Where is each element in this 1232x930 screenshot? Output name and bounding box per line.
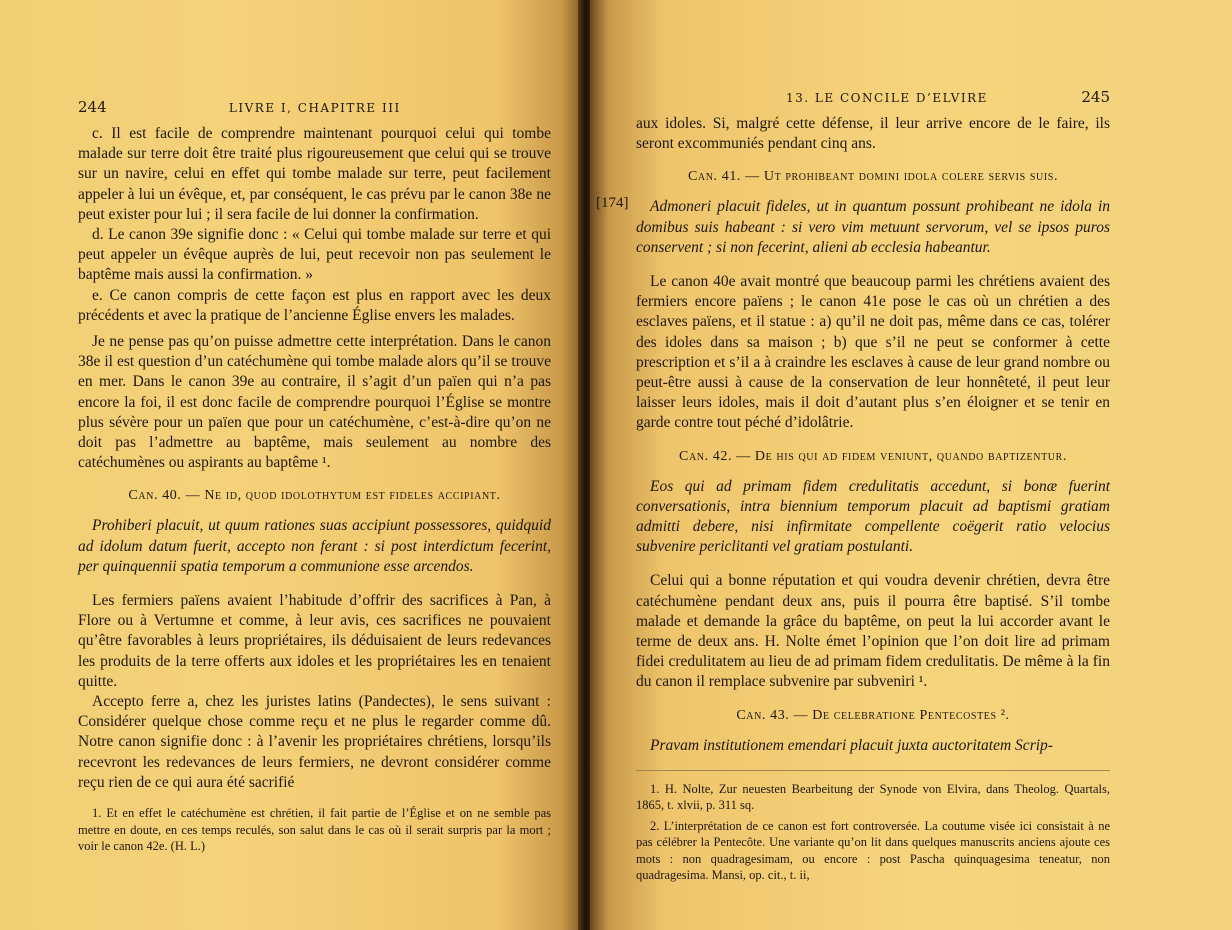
left-footnotes bbox=[78, 805, 551, 855]
left-paragraph: d. Le canon 39e signifie donc : « Celui qui tombe malade sur terre et qui peut appeler un évêque auprès de lui, peut recevoir non pas seulement le baptême mais aussi la confirmation. » bbox=[78, 226, 551, 284]
canon-42-latin: Eos qui ad primam fidem credulitatis accedunt, si bonæ fuerint conversationis, intra biennium temporum placuit ad baptismi gratiam admitti debere, nisi infirmitate compellente coëgerit ratio velocius subvenire periclitanti vel gratiam postulanti. bbox=[636, 477, 1110, 556]
left-paragraph: Je ne pense pas qu’on puisse admettre cette interprétation. Dans le canon 38e il est question d’un catéchumène qui tombe malade alors qu’il se trouve en mer. Dans le canon 39e au contraire, il s’agit d’un païen qui n’a pas encore la foi, il est donc facile de comprendre pourquoi l’Église se montre plus sévère pour un païen que pour un catéchumène, c’est-à-dire qu’on ne doit pas l’admettre au baptême, mais seulement au nombre des catéchumènes ou aspirants au baptême ¹. bbox=[78, 333, 551, 472]
footnote: 2. L’interprétation de ce canon est fort controversée. La coutume visée ici consistait à ne pas célébrer la Pentecôte. Une variante qu’on lit dans quelques manuscrits anciens ajoute ces mots : non quadragesimam, ou encore : post Pascha quinquagesima teneatur, non quadragesima. Mansi, op. cit., t. ii, bbox=[636, 818, 1110, 883]
canon-41-heading bbox=[636, 169, 1110, 185]
right-paragraph: Le canon 40e avait montré que beaucoup parmi les chrétiens avaient des fermiers encore païens ; le canon 41e pose le cas où un chrétien a des esclaves païens, et il statue : a) qu’il ne doit pas, même dans ce cas, tolérer des idoles dans sa maison ; b) que s’il ne peut se conformer à cette prescription et s’il a à craindre les esclaves à cause de leur grand nombre ou peut-être aussi à cause de la conservation de leur honnêteté, il peut leur laisser leurs idoles, mais il doit d’autant plus s’en éloigner et se tenir en garde contre tout péché d’idolâtrie. bbox=[636, 273, 1110, 432]
left-paragraph: Les fermiers païens avaient l’habitude d’offrir des sacrifices à Pan, à Flore ou à Vertumne et comme, à leur avis, ces sacrifices ne pouvaient qu’être favorables à leurs propriétaires, ils déduisaient de leurs redevances les produits de la terre offerts aux idoles et les propriétaires les en tenaient quitte. bbox=[78, 592, 551, 690]
left-paragraph: Accepto ferre a, chez les juristes latins (Pandectes), le sens suivant : Considérer quelque chose comme reçu et ne plus le regarder comme dû. Notre canon signifie donc : à l’avenir les propriétaires chrétiens, lorsqu’ils recevront les redevances de leurs fermiers, ne devront considérer comme reçu rien de ce qui aura été sacrifié bbox=[78, 693, 551, 791]
left-paragraph: e. Ce canon compris de cette façon est plus en rapport avec les deux précédents et avec la pratique de l’ancienne Église envers les malades. bbox=[78, 286, 551, 324]
canon-43-latin: Pravam institutionem emendari placuit juxta auctoritatem Scrip- bbox=[650, 736, 1053, 754]
right-paragraph: aux idoles. Si, malgré cette défense, il leur arrive encore de le faire, ils seront excommuniés pendant cinq ans. bbox=[636, 115, 1110, 153]
left-running-head bbox=[78, 98, 551, 116]
footnote: 1. Et en effet le catéchumène est chrétien, il fait partie de l’Église et on ne semble pas mettre en doute, en ces temps reculés, son salut dans le cas où il serait surpris par la mort ; voir le canon 42e. (H. L.) bbox=[78, 806, 551, 854]
right-page bbox=[590, 0, 1232, 930]
canon-43-number: Can. 43. bbox=[736, 707, 790, 723]
left-paragraph: c. Il est facile de comprendre maintenant pourquoi celui qui tombe malade sur terre doit être traité plus rigoureusement que celui qui se trouve sur un navire, celui en effet qui tombe malade sur terre, peut facilement appeler à lui un évêque, et, par conséquent, le cas prévu par le canon 38e ne peut exister pour lui ; il sera facile de lui donner la confirmation. bbox=[78, 125, 551, 223]
left-page-number: 244 bbox=[78, 98, 107, 116]
right-paragraph: Celui qui a bonne réputation et qui voudra devenir chrétien, devra être catéchumène pendant deux ans, puis il pourra être baptisé. S’il tombe malade et demande la grâce du baptême, on peut la lui accorder avant le terme de deux ans. H. Nolte émet l’opinion que l’on doit lire ad primam fidei credulitatem au lieu de ad primam fidem credulitatis. De même à la fin du canon il remplace subvenire par subveniri ¹. bbox=[636, 572, 1110, 691]
left-page bbox=[0, 0, 585, 930]
canon-40-title: — Ne id, quod idolothytum est fideles accipiant. bbox=[185, 488, 501, 504]
canon-42-heading bbox=[636, 449, 1110, 465]
canon-43-title: — De celebratione Pentecostes ². bbox=[793, 707, 1010, 723]
left-running-title: LIVRE I, CHAPITRE III bbox=[228, 101, 401, 115]
canon-43-heading bbox=[636, 708, 1110, 724]
canon-41-latin: Admoneri placuit fideles, ut in quantum possunt prohibeant ne idola in domibus suis habeant : si vero vim metuunt servorum, vel se ipsos puros conservent ; si non fecerint, alieni ab ecclesia habeantur. bbox=[636, 198, 1110, 256]
canon-40-latin: Prohiberi placuit, ut quum rationes suas accipiunt possessores, quidquid ad idolum datum fuerit, accepto non ferant : si post interdictum fecerint, per quinquennii spatia temporum a communione esse arcendos. bbox=[78, 517, 551, 575]
right-footnotes bbox=[636, 770, 1110, 884]
right-running-head bbox=[636, 88, 1110, 106]
canon-42-title: — De his qui ad fidem veniunt, quando baptizentur. bbox=[736, 448, 1067, 464]
right-running-title: 13. LE CONCILE D’ELVIRE bbox=[786, 91, 988, 105]
canon-41-number: Can. 41. bbox=[687, 169, 742, 185]
canon-41-title: — Ut prohibeant domini idola colere servis suis. bbox=[745, 169, 1059, 185]
canon-41-latin-block bbox=[596, 195, 1110, 258]
margin-page-reference: [174] bbox=[596, 195, 629, 212]
canon-40-number: Can. 40. bbox=[128, 488, 182, 504]
canon-42-number: Can. 42. bbox=[679, 448, 733, 464]
right-page-number: 245 bbox=[1081, 88, 1110, 106]
canon-40-heading bbox=[78, 488, 551, 504]
footnote: 1. H. Nolte, Zur neuesten Bearbeitung der Synode von Elvira, dans Theolog. Quartals, 1865, t. xlvii, p. 311 sq. bbox=[636, 781, 1110, 813]
